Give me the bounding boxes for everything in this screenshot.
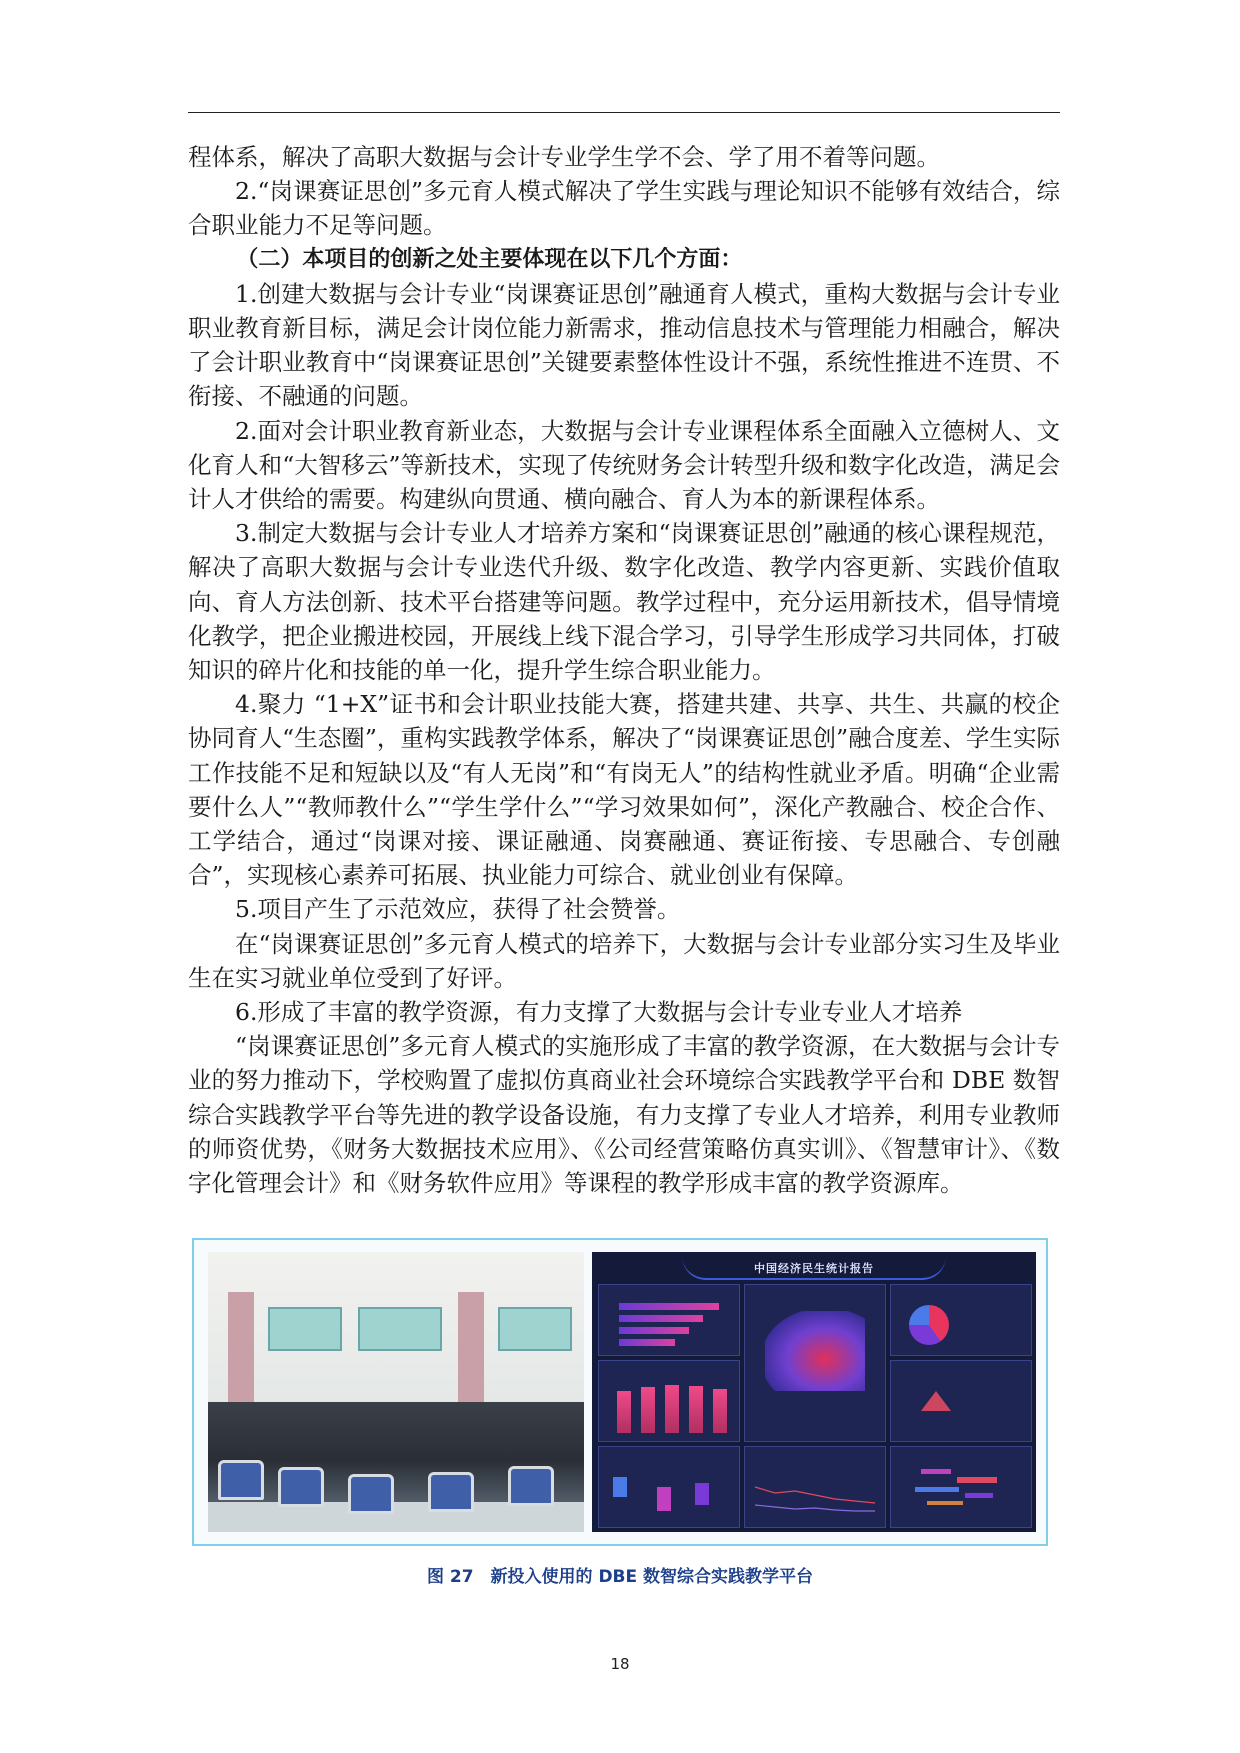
dashboard-line: [755, 1487, 875, 1503]
innovation-item-1: 1.创建大数据与会计专业“岗课赛证思创”融通育人模式，重构大数据与会计专业职业教育新目标，满足会计岗位能力新需求，推动信息技术与管理能力相融合，解决了会计职业教育中“岗课赛证思创”关键要素整体性设计不强，系统性推进不连贯、不衔接、不融通的问题。: [188, 279, 1060, 411]
dashboard-panel-map: [744, 1284, 886, 1442]
dashboard-column: [617, 1391, 631, 1433]
section-heading: （二）本项目的创新之处主要体现在以下几个方面：: [236, 246, 743, 272]
dashboard-bar: [619, 1315, 703, 1322]
dashboard-panel-word-cloud: [890, 1446, 1032, 1528]
dashboard-column: [689, 1386, 703, 1433]
dashboard-panel-column-chart: [598, 1360, 740, 1442]
photo-chair: [348, 1474, 394, 1514]
paragraph-praise: 在“岗课赛证思创”多元育人模式的培养下，大数据与会计专业部分实习生及毕业生在实习就业单位受到了好评。: [188, 929, 1060, 992]
dashboard-radar: [911, 1383, 961, 1423]
dashboard-word-cloud: [891, 1447, 1031, 1527]
word-cloud-mark: [957, 1477, 997, 1483]
dashboard-panel-line-chart: [744, 1446, 886, 1528]
china-heat-map: [765, 1311, 865, 1391]
innovation-item-3: 3.制定大数据与会计专业人才培养方案和“岗课赛证思创”融通的核心课程规范，解决了高职大数据与会计专业迭代升级、数字化改造、教学内容更新、实践价值取向、育人方法创新、技术平台搭建等问题。教学过程中，充分运用新技术，倡导情境化教学，把企业搬进校园，开展线上线下混合学习，引导学生形成学习共同体，打破知识的碎片化和技能的单一化，提升学生综合职业能力。: [188, 519, 1060, 685]
innovation-item-6: 6.形成了丰富的教学资源，有力支撑了大数据与会计专业专业人才培养: [235, 998, 963, 1027]
photo-window: [358, 1307, 442, 1351]
photo-pillar: [228, 1292, 254, 1412]
dashboard-column: [665, 1385, 679, 1433]
figure-caption: 图 27 新投入使用的 DBE 数智综合实践教学平台: [426, 1567, 814, 1587]
word-cloud-mark: [927, 1501, 963, 1505]
photo-chair: [428, 1472, 474, 1512]
header-rule: [188, 112, 1060, 113]
page-number: 18: [610, 1655, 630, 1673]
photo-chair: [218, 1460, 264, 1500]
word-cloud-mark: [921, 1469, 951, 1474]
innovation-item-2: 2.面对会计职业教育新业态，大数据与会计专业课程体系全面融入立德树人、文化育人和“大智移云”等新技术，实现了传统财务会计转型升级和数字化改造，满足会计人才供给的需要。构建纵向贯通、横向融合、育人为本的新课程体系。: [188, 416, 1060, 514]
dashboard-pie: [909, 1305, 949, 1345]
dashboard-line-chart: [745, 1447, 885, 1527]
photo-window: [498, 1307, 572, 1351]
photo-pillar: [458, 1292, 484, 1412]
word-cloud-mark: [915, 1487, 959, 1492]
dashboard-column: [641, 1387, 655, 1433]
dashboard-column: [657, 1487, 671, 1511]
dashboard-title: 中国经济民生统计报告: [754, 1262, 874, 1275]
dashboard-bar: [619, 1303, 719, 1310]
innovation-item-4: 4.聚力 “1+X”证书和会计职业技能大赛，搭建共建、共享、共生、共赢的校企协同育人“生态圈”，重构实践教学体系，解决了“岗课赛证思创”融合度差、学生实际工作技能不足和短缺以及“有人无岗”和“有岗无人”的结构性就业矛盾。明确“企业需要什么人”“教师教什么”“学生学什么”“学习效果如何”，深化产教融合、校企合作、工学结合，通过“岗课对接、课证融通、岗赛融通、赛证衔接、专思融合、专创融合”，实现核心素养可拓展、执业能力可综合、就业创业有保障。: [188, 690, 1060, 890]
body-text: [188, 140, 1060, 1200]
dashboard-panel-gdp-bars: [598, 1284, 740, 1356]
dashboard-screenshot: [592, 1252, 1036, 1532]
photo-chair: [278, 1467, 324, 1507]
dashboard-column: [713, 1389, 727, 1433]
word-cloud-mark: [965, 1493, 993, 1498]
photo-window: [268, 1307, 342, 1351]
dashboard-panel-radar: [890, 1360, 1032, 1442]
paragraph-continuation: 程体系，解决了高职大数据与会计专业学生学不会、学了用不着等问题。: [188, 143, 940, 171]
photo-floor: [208, 1502, 584, 1532]
dashboard-bar: [619, 1339, 675, 1346]
figure-27: [192, 1238, 1048, 1546]
paragraph-resources: “岗课赛证思创”多元育人模式的实施形成了丰富的教学资源，在大数据与会计专业的努力推动下，学校购置了虚拟仿真商业社会环境综合实践教学平台和 DBE 数智综合实践教学平台等先进的教学设备设施，有力支撑了专业人才培养，利用专业教师的师资优势，《财务大数据技术应用》、《公司经营策略仿真实训》、《智慧审计》、《数字化管理会计》和《财务软件应用》等课程的教学形成丰富的教学资源库。: [188, 1032, 1060, 1198]
photo-chair: [508, 1466, 554, 1506]
dashboard-line: [755, 1505, 875, 1511]
classroom-photo: [208, 1252, 584, 1532]
dashboard-panel-consumption: [598, 1446, 740, 1528]
dashboard-column: [695, 1483, 709, 1505]
dashboard-column: [613, 1477, 627, 1497]
dashboard-panel-pie: [890, 1284, 1032, 1356]
innovation-item-5: 5.项目产生了示范效应，获得了社会赞誉。: [235, 895, 681, 924]
paragraph-2: 2.“岗课赛证思创”多元育人模式解决了学生实践与理论知识不能够有效结合，综合职业能力不足等问题。: [188, 177, 1060, 240]
dashboard-bar: [619, 1327, 689, 1334]
